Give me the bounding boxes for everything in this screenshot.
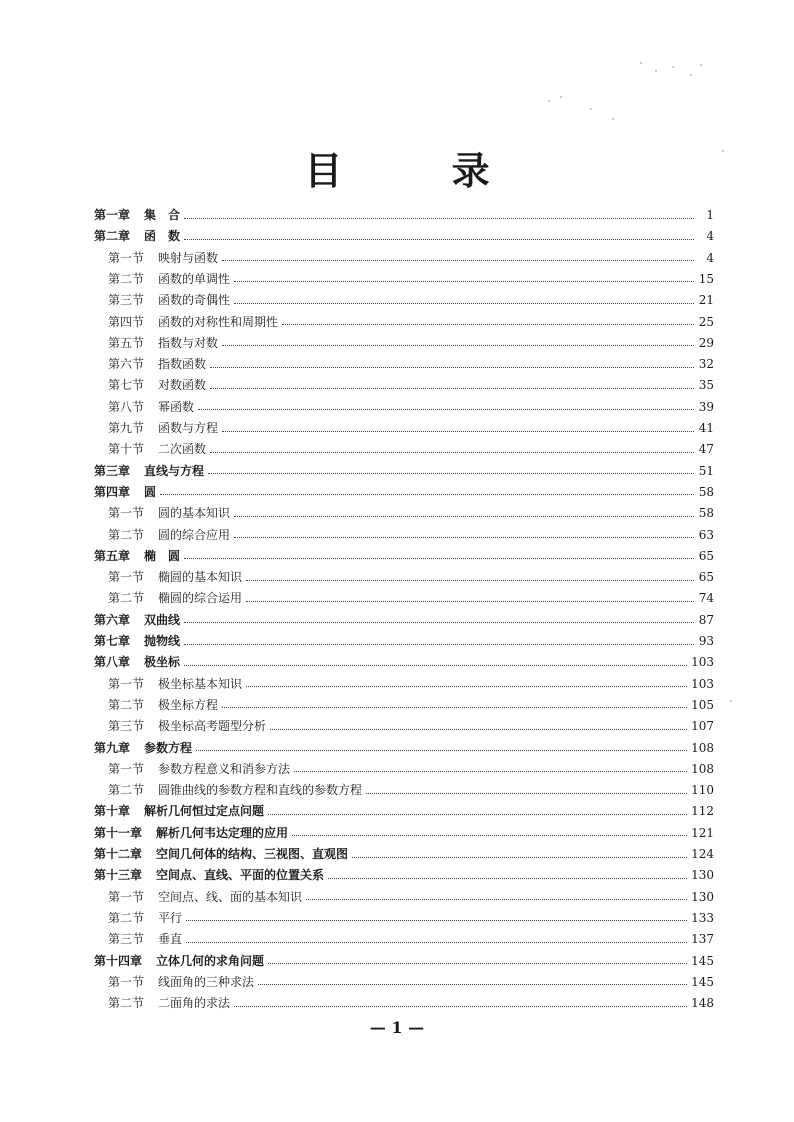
dot-leader	[246, 601, 694, 602]
toc-entry[interactable]	[108, 248, 714, 268]
chapter-label: 第四章	[94, 484, 131, 499]
chapter-title: 参数方程	[144, 740, 193, 755]
toc-entry[interactable]	[108, 695, 714, 715]
dot-leader	[222, 707, 687, 708]
chapter-label: 第十二章	[94, 847, 143, 861]
chapter-title: 立体几何的求角问题	[156, 953, 265, 968]
page-ref: 63	[698, 527, 714, 542]
toc-entry[interactable]	[94, 205, 714, 225]
page-ref: 130	[691, 868, 714, 883]
dot-leader	[222, 431, 694, 432]
dot-leader	[184, 665, 687, 666]
dot-leader	[186, 920, 687, 921]
dot-leader	[184, 644, 694, 645]
toc-entry[interactable]	[94, 546, 714, 566]
toc-entry[interactable]	[94, 865, 714, 885]
chapter-title: 空间点、直线、平面的位置关系	[156, 868, 325, 883]
page-ref: 21	[698, 293, 714, 308]
toc-entry[interactable]	[108, 993, 714, 1013]
section-label: 第五节	[108, 335, 145, 350]
page-ref: 108	[691, 740, 714, 755]
toc-entry[interactable]	[108, 887, 714, 907]
toc-entry[interactable]	[94, 610, 714, 630]
page-ref: 65	[698, 570, 714, 585]
toc-entry[interactable]	[108, 269, 714, 289]
section-title: 圆锥曲线的参数方程和直线的参数方程	[158, 783, 363, 798]
chapter-title: 双曲线	[144, 612, 181, 627]
page-ref: 47	[698, 442, 714, 457]
page-ref: 93	[698, 634, 714, 648]
toc-entry[interactable]	[94, 482, 714, 502]
dot-leader	[246, 686, 687, 687]
toc-entry[interactable]	[94, 226, 714, 246]
section-title: 空间点、线、面的基本知识	[158, 889, 303, 904]
scan-speck	[722, 150, 724, 152]
page-ref: 39	[698, 399, 714, 414]
scan-speck	[560, 96, 562, 98]
section-title: 垂直	[158, 932, 183, 947]
section-title: 极坐标方程	[158, 697, 219, 712]
section-label: 第一节	[108, 889, 145, 904]
dot-leader	[282, 324, 694, 325]
section-label: 第一节	[108, 506, 145, 521]
dot-leader	[268, 963, 687, 964]
page-ref: 4	[706, 229, 714, 244]
chapter-label: 第五章	[94, 548, 131, 563]
section-title: 平行	[158, 910, 183, 925]
section-label: 第二节	[108, 910, 145, 925]
scan-speck	[590, 108, 592, 110]
page-ref: 41	[698, 421, 714, 435]
toc-entry[interactable]	[94, 823, 714, 843]
dot-leader	[366, 793, 687, 794]
dot-leader	[294, 771, 687, 772]
page-ref: 87	[698, 612, 714, 627]
dot-leader	[234, 537, 694, 538]
section-title: 圆的综合应用	[158, 527, 231, 542]
page-ref: 65	[698, 548, 714, 563]
page-ref: 124	[691, 847, 714, 861]
section-label: 第一节	[108, 250, 145, 265]
page-ref: 58	[698, 484, 714, 499]
section-label: 第十节	[108, 442, 145, 457]
chapter-label: 第六章	[94, 612, 131, 627]
toc-entry[interactable]	[108, 780, 714, 800]
page-ref: 107	[691, 719, 714, 734]
section-label: 第一节	[108, 570, 145, 585]
page-ref: 145	[691, 953, 714, 968]
chapter-title: 极坐标	[144, 655, 181, 670]
dot-leader	[184, 218, 694, 219]
page-ref: 105	[691, 697, 714, 712]
section-label: 第二节	[108, 271, 145, 286]
section-title: 极坐标高考题型分析	[158, 719, 267, 734]
chapter-label: 第十章	[94, 804, 131, 819]
scan-speck	[730, 700, 732, 702]
chapter-label: 第十四章	[94, 953, 143, 968]
section-title: 二次函数	[158, 442, 207, 457]
toc-entry[interactable]	[108, 525, 714, 545]
page-number: — 1 —	[369, 1018, 425, 1037]
section-title: 函数的奇偶性	[158, 293, 231, 308]
section-title: 函数的对称性和周期性	[158, 314, 279, 329]
section-label: 第二节	[108, 783, 145, 798]
section-label: 第七节	[108, 378, 145, 393]
dot-leader	[196, 750, 687, 751]
page-ref: 29	[698, 335, 714, 350]
section-label: 第二节	[108, 996, 145, 1011]
section-label: 第三节	[108, 719, 145, 734]
section-title: 幂函数	[158, 399, 195, 414]
page-ref: 58	[698, 506, 714, 521]
scan-speck	[672, 66, 674, 68]
dot-leader	[208, 473, 694, 474]
toc-entry[interactable]	[108, 312, 714, 332]
toc-entry[interactable]	[108, 503, 714, 523]
section-title: 函数与方程	[158, 421, 219, 435]
page-ref: 35	[698, 378, 714, 393]
toc-entry[interactable]	[108, 908, 714, 928]
section-title: 圆的基本知识	[158, 506, 231, 521]
chapter-title: 解析几何恒过定点问题	[144, 804, 265, 819]
toc-entry[interactable]	[108, 439, 714, 459]
toc-entry[interactable]	[94, 631, 714, 651]
section-label: 第三节	[108, 293, 145, 308]
toc-entry[interactable]	[108, 588, 714, 608]
section-title: 极坐标基本知识	[158, 676, 243, 691]
page-ref: 1	[706, 208, 714, 222]
section-label: 第八节	[108, 399, 145, 414]
page-ref: 32	[698, 357, 714, 372]
section-label: 第一节	[108, 761, 145, 776]
toc-entry[interactable]	[94, 951, 714, 971]
dot-leader	[306, 899, 687, 900]
section-title: 映射与函数	[158, 250, 219, 265]
page-ref: 74	[698, 591, 714, 606]
dot-leader	[184, 558, 694, 559]
chapter-label: 第十一章	[94, 825, 143, 840]
dot-leader	[222, 345, 694, 346]
page-ref: 25	[698, 314, 714, 329]
toc-entry[interactable]	[108, 418, 714, 438]
page-ref: 108	[691, 761, 714, 776]
dot-leader	[186, 942, 687, 943]
dot-leader	[234, 516, 694, 517]
toc-entry[interactable]	[108, 674, 714, 694]
scan-speck	[690, 74, 692, 76]
toc-entry[interactable]	[94, 801, 714, 821]
chapter-label: 第一章	[94, 208, 131, 222]
toc-entry[interactable]	[108, 333, 714, 353]
page-ref: 51	[698, 463, 714, 478]
section-label: 第六节	[108, 357, 145, 372]
chapter-title: 圆	[144, 484, 157, 499]
section-title: 指数函数	[158, 357, 207, 372]
section-title: 对数函数	[158, 378, 207, 393]
chapter-title: 集 合	[144, 208, 181, 222]
section-title: 指数与对数	[158, 335, 219, 350]
chapter-title: 抛物线	[144, 634, 181, 648]
page-ref: 133	[691, 910, 714, 925]
section-label: 第二节	[108, 527, 145, 542]
dot-leader	[268, 814, 687, 815]
page-ref: 15	[698, 271, 714, 286]
page-ref: 103	[691, 676, 714, 691]
section-label: 第一节	[108, 676, 145, 691]
toc-entry[interactable]	[108, 759, 714, 779]
chapter-label: 第七章	[94, 634, 131, 648]
section-title: 椭圆的基本知识	[158, 570, 243, 585]
section-title: 参数方程意义和消参方法	[158, 761, 291, 776]
page-ref: 130	[691, 889, 714, 904]
section-label: 第二节	[108, 697, 145, 712]
dot-leader	[234, 281, 694, 282]
page-ref: 137	[691, 932, 714, 947]
chapter-title: 函 数	[144, 229, 181, 244]
chapter-label: 第九章	[94, 740, 131, 755]
dot-leader	[258, 984, 687, 985]
toc-entry[interactable]	[94, 461, 714, 481]
scan-speck	[655, 70, 657, 72]
scan-speck	[700, 64, 702, 66]
chapter-title: 空间几何体的结构、三视图、直观图	[156, 847, 349, 861]
page-ref: 148	[691, 996, 714, 1011]
section-title: 函数的单调性	[158, 271, 231, 286]
chapter-title: 椭 圆	[144, 548, 181, 563]
scan-speck	[640, 62, 642, 64]
dot-leader	[222, 260, 694, 261]
dot-leader	[210, 452, 694, 453]
chapter-title: 解析几何韦达定理的应用	[156, 825, 289, 840]
section-title: 椭圆的综合运用	[158, 591, 243, 606]
chapter-label: 第二章	[94, 229, 131, 244]
dot-leader	[210, 388, 694, 389]
dot-leader	[184, 622, 694, 623]
dot-leader	[234, 303, 694, 304]
section-label: 第四节	[108, 314, 145, 329]
dot-leader	[292, 835, 687, 836]
page-ref: 112	[691, 804, 714, 819]
page-ref: 103	[691, 655, 714, 670]
toc-entry[interactable]	[108, 375, 714, 395]
section-title: 线面角的三种求法	[158, 974, 255, 989]
toc-entry[interactable]	[108, 972, 714, 992]
toc-entry[interactable]	[108, 716, 714, 736]
dot-leader	[184, 239, 694, 240]
page-ref: 4	[706, 250, 714, 265]
dot-leader	[270, 729, 687, 730]
section-label: 第九节	[108, 421, 145, 435]
dot-leader	[234, 1006, 687, 1007]
page-title: 目 录	[304, 149, 538, 193]
section-title: 二面角的求法	[158, 996, 231, 1011]
toc-entry[interactable]	[94, 652, 714, 672]
toc-entry[interactable]	[94, 844, 714, 864]
chapter-title: 直线与方程	[144, 463, 205, 478]
toc-entry[interactable]	[94, 738, 714, 758]
page-ref: 145	[691, 974, 714, 989]
toc-entry[interactable]	[108, 929, 714, 949]
scan-speck	[548, 100, 550, 102]
toc-entry[interactable]	[108, 567, 714, 587]
toc-entry[interactable]	[108, 397, 714, 417]
dot-leader	[246, 580, 694, 581]
toc-entry[interactable]	[108, 290, 714, 310]
section-label: 第三节	[108, 932, 145, 947]
dot-leader	[352, 857, 687, 858]
toc-entry[interactable]	[108, 354, 714, 374]
section-label: 第二节	[108, 591, 145, 606]
chapter-label: 第十三章	[94, 868, 143, 883]
page-ref: 110	[691, 783, 714, 798]
chapter-label: 第八章	[94, 655, 131, 670]
chapter-label: 第三章	[94, 463, 131, 478]
page-ref: 121	[691, 825, 714, 840]
dot-leader	[328, 878, 687, 879]
dot-leader	[210, 367, 694, 368]
scan-speck	[612, 118, 614, 120]
dot-leader	[160, 494, 694, 495]
section-label: 第一节	[108, 974, 145, 989]
dot-leader	[198, 409, 694, 410]
